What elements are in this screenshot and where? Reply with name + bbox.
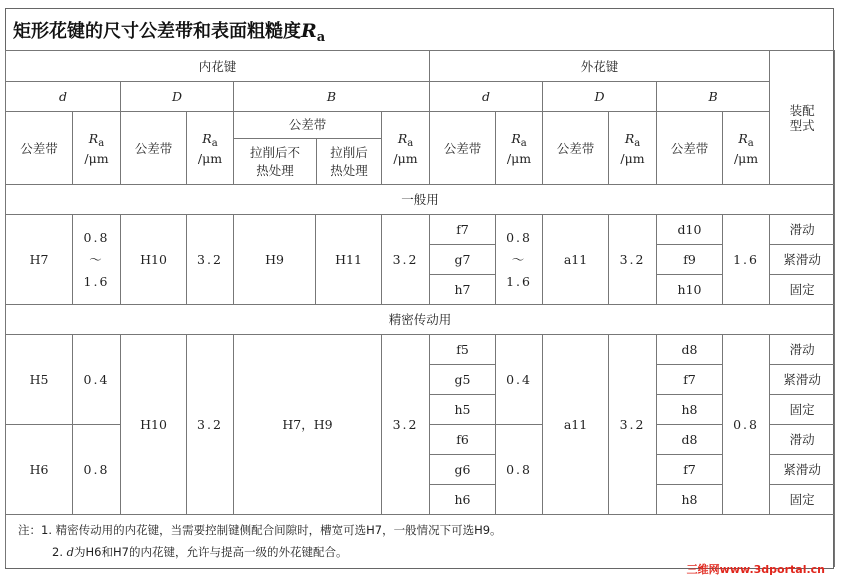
ext-D-tol-header: 公差带 [543,112,609,185]
internal-spline-header: 内花键 [6,51,430,82]
ext-d-header: d [430,82,543,112]
prec-ext-B-tol: f7 [657,365,723,395]
ext-D-ra-header: $R_a$ /μm [609,112,657,185]
int-D-ra-header: $R_a$ /μm [187,112,234,185]
prec-ext-d-ra: 0.8 [496,425,543,515]
prec-ext-D-tol: a11 [543,335,609,515]
section-general-use: 一般用 [6,185,835,215]
int-d-header: d [6,82,121,112]
broach-heat-header: 拉削后热处理 [330,144,368,178]
gen-ext-B-tol: d10 [657,215,723,245]
prec-int-B-ra: 3.2 [382,335,430,515]
prec-ext-d-tol: f5 [430,335,496,365]
gen-ext-B-ra: 1.6 [723,215,770,305]
ext-B-ra-header: $R_a$ /μm [723,112,770,185]
gen-fit: 紧滑动 [770,245,835,275]
int-D-tol-header: 公差带 [121,112,187,185]
gen-ext-d-tol: g7 [430,245,496,275]
gen-ext-D-ra: 3.2 [609,215,657,305]
int-B-header: B [234,82,430,112]
int-B-tol-header: 公差带 [234,112,381,139]
external-spline-header: 外花键 [430,51,770,82]
prec-ext-d-ra: 0.4 [496,335,543,425]
section-precision-drive: 精密传动用 [6,305,835,335]
ext-B-tol-header: 公差带 [657,112,723,185]
prec-ext-d-tol: h5 [430,395,496,425]
ext-d-ra-header: $R_a$ /μm [496,112,543,185]
prec-ext-B-tol: h8 [657,395,723,425]
gen-ext-D-tol: a11 [543,215,609,305]
prec-ext-B-tol: d8 [657,335,723,365]
prec-fit: 固定 [770,395,835,425]
prec-ext-d-tol: h6 [430,485,496,515]
assembly-form-header: 装配型式 [770,51,835,185]
prec-ext-d-tol: f6 [430,425,496,455]
note-1: 注：1. 精密传动用的内花键，当需要控制键侧配合间隙时，槽宽可选H7，一般情况下可选H9。 [18,522,502,537]
gen-int-d-ra: 0.8～1.6 [73,215,121,305]
prec-ext-B-tol: f7 [657,455,723,485]
prec-fit: 固定 [770,485,835,515]
prec-int-D-ra: 3.2 [187,335,234,515]
gen-ext-d-tol: f7 [430,215,496,245]
tolerance-table [5,50,835,567]
gen-ext-B-tol: h10 [657,275,723,305]
note-2: 2. d为H6和H7的内花键，允许与提高一级的外花键配合。 [52,544,348,559]
prec-ext-B-tol: h8 [657,485,723,515]
ext-d-tol-header: 公差带 [430,112,496,185]
prec-fit: 滑动 [770,335,835,365]
prec-ext-d-tol: g5 [430,365,496,395]
prec-ext-D-ra: 3.2 [609,335,657,515]
gen-fit: 固定 [770,275,835,305]
prec-int-d-ra: 0.4 [73,335,121,425]
broach-no-heat-header: 拉削后不热处理 [234,139,317,184]
prec-int-B-tol: H7，H9 [234,335,382,515]
prec-int-d-tol: H5 [6,335,73,425]
prec-int-D-tol: H10 [121,335,187,515]
ext-D-header: D [543,82,657,112]
gen-int-B-ra: 3.2 [382,215,430,305]
gen-int-B-tol-heat: H11 [316,215,382,305]
gen-ext-d-tol: h7 [430,275,496,305]
int-d-ra-header: $R_a$ /μm [73,112,121,185]
gen-int-B-tol-no-heat: H9 [234,215,316,305]
int-B-ra-header: $R_a$ /μm [382,112,430,185]
int-d-tol-header: 公差带 [6,112,73,185]
ra-subscript: a [316,30,326,45]
prec-fit: 紧滑动 [770,455,835,485]
ra-symbol: R [301,20,317,42]
gen-int-d-tol: H7 [6,215,73,305]
int-B-tol-group [234,112,382,185]
page-title: 矩形花键的尺寸公差带和表面粗糙度$R_a$ [13,20,326,45]
gen-int-D-tol: H10 [121,215,187,305]
gen-int-D-ra: 3.2 [187,215,234,305]
gen-ext-B-tol: f9 [657,245,723,275]
prec-int-d-ra: 0.8 [73,425,121,515]
int-D-header: D [121,82,234,112]
prec-ext-B-tol: d8 [657,425,723,455]
prec-ext-d-tol: g6 [430,455,496,485]
prec-fit: 紧滑动 [770,365,835,395]
prec-ext-B-ra: 0.8 [723,335,770,515]
gen-fit: 滑动 [770,215,835,245]
site-watermark: 三维网www.3dportal.cn [686,563,825,576]
prec-fit: 滑动 [770,425,835,455]
ext-B-header: B [657,82,770,112]
gen-ext-d-ra: 0.8～1.6 [496,215,543,305]
prec-int-d-tol: H6 [6,425,73,515]
table-notes [6,515,835,567]
